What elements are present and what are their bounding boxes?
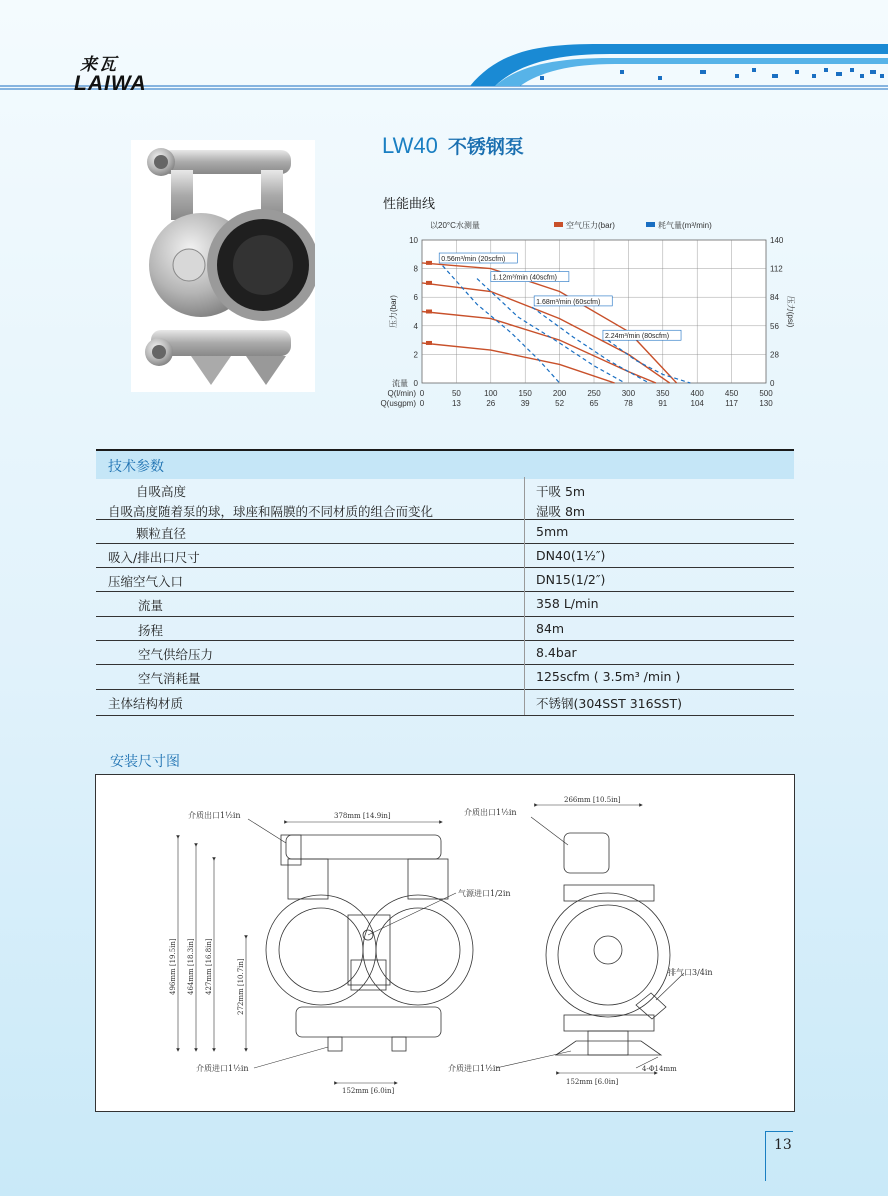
y-right-tick: 140 bbox=[770, 236, 784, 245]
spec-row bbox=[96, 519, 794, 544]
y-right-tick: 28 bbox=[770, 350, 779, 360]
spec-key bbox=[108, 694, 183, 712]
x-row-label: Q(usgpm) bbox=[380, 399, 416, 408]
spec-key bbox=[108, 548, 200, 566]
spec-value bbox=[536, 548, 605, 563]
front-h3: 427mm [16.8in] bbox=[205, 938, 213, 995]
pressure-marker bbox=[426, 310, 432, 314]
spec-row bbox=[96, 689, 794, 716]
front-h2: 464mm [18.3in] bbox=[187, 938, 195, 995]
x-tick: 78 bbox=[623, 399, 633, 408]
y-right-tick: 112 bbox=[770, 264, 783, 274]
side-outlet-label: 介质出口1½in bbox=[464, 808, 517, 817]
spec-key-text: 颗粒直径 bbox=[136, 526, 187, 541]
x-tick: 250 bbox=[587, 389, 601, 398]
x-tick: 26 bbox=[486, 399, 496, 408]
spec-row bbox=[96, 664, 794, 690]
spec-key bbox=[108, 482, 433, 520]
spec-value-text: 125scfm ( 3.5m³ /min ) bbox=[536, 669, 681, 684]
spec-key bbox=[108, 645, 213, 663]
y-left-tick: 10 bbox=[409, 236, 418, 245]
spec-key-text: 扬程 bbox=[138, 623, 164, 638]
front-width-bottom: 152mm [6.0in] bbox=[342, 1087, 395, 1095]
spec-row bbox=[96, 543, 794, 568]
y-right-tick: 0 bbox=[770, 379, 775, 388]
spec-key-text: 流量 bbox=[138, 598, 164, 613]
spec-row bbox=[96, 567, 794, 592]
legend-swatch bbox=[554, 222, 563, 227]
spec-key-text: 空气供给压力 bbox=[138, 647, 214, 662]
spec-value-text: DN40(1½″) bbox=[536, 548, 606, 563]
y-left-tick: 4 bbox=[413, 321, 418, 331]
dimension-drawing-box bbox=[95, 774, 795, 1112]
x-row-label: Q(l/min) bbox=[387, 389, 416, 398]
front-width-top: 378mm [14.9in] bbox=[334, 812, 391, 820]
y-left-label: 压力(bar) bbox=[389, 295, 398, 328]
side-exhaust-label: 排气口3/4in bbox=[668, 968, 713, 977]
spec-key bbox=[108, 572, 183, 590]
model-name: LW40 bbox=[382, 133, 438, 158]
x-tick: 300 bbox=[621, 389, 636, 398]
side-inlet-label: 介质进口1½in bbox=[448, 1064, 501, 1073]
x-tick: 0 bbox=[419, 389, 425, 398]
y-left-tick: 8 bbox=[413, 264, 418, 274]
x-tick: 100 bbox=[484, 389, 498, 398]
x-tick: 500 bbox=[759, 389, 773, 398]
spec-value-text: DN15(1/2″) bbox=[536, 572, 606, 587]
product-photo bbox=[131, 140, 315, 392]
x-tick: 0 bbox=[419, 399, 425, 408]
legend-label: 空气压力(bar) bbox=[566, 221, 615, 230]
spec-row bbox=[96, 591, 794, 617]
spec-row bbox=[96, 477, 794, 520]
spec-heading: 技术参数 bbox=[108, 459, 164, 475]
y-left-tick: 0 bbox=[413, 379, 418, 388]
annotation-label: 1.68m³/min (60scfm) bbox=[536, 298, 601, 306]
brand-logo-en: LAIWA bbox=[74, 72, 147, 95]
y-right-label: 压力(psi) bbox=[786, 295, 795, 328]
y-right-tick: 84 bbox=[770, 293, 779, 303]
spec-value bbox=[536, 621, 564, 636]
performance-title: 性能曲线 bbox=[383, 197, 436, 212]
spec-key bbox=[108, 669, 201, 687]
pressure-marker bbox=[426, 261, 432, 265]
front-h1: 496mm [19.5in] bbox=[169, 938, 177, 995]
spec-key-text: 自吸高度 bbox=[136, 484, 187, 499]
spec-key bbox=[108, 524, 186, 542]
side-width-bottom: 152mm [6.0in] bbox=[566, 1078, 619, 1086]
spec-value bbox=[536, 645, 577, 660]
spec-value-text: 5mm bbox=[536, 524, 569, 539]
front-inlet-label: 介质进口1½in bbox=[196, 1064, 249, 1073]
spec-key bbox=[108, 596, 163, 614]
spec-value bbox=[536, 596, 599, 611]
dimension-heading: 安装尺寸图 bbox=[110, 754, 180, 770]
spec-key-text: 压缩空气入口 bbox=[108, 574, 184, 589]
x-tick: 150 bbox=[518, 389, 532, 398]
spec-value bbox=[536, 524, 568, 539]
spec-value bbox=[536, 669, 680, 684]
side-holes-label: 4-Φ14mm bbox=[642, 1065, 677, 1073]
x-tick: 400 bbox=[690, 389, 704, 398]
annotation-label: 0.56m³/min (20scfm) bbox=[441, 256, 506, 264]
y-left-tick: 2 bbox=[413, 350, 418, 360]
front-view-drawing bbox=[266, 835, 473, 1051]
x-tick: 65 bbox=[589, 399, 599, 408]
x-tick: 39 bbox=[520, 399, 530, 408]
side-view-drawing bbox=[546, 833, 670, 1055]
x-tick: 450 bbox=[724, 389, 739, 398]
chart-note: 以20°C水测量 bbox=[430, 221, 480, 230]
legend-label: 耗气量(m³/min) bbox=[658, 221, 712, 230]
spec-row bbox=[96, 616, 794, 641]
spec-key-text: 吸入/排出口尺寸 bbox=[108, 550, 200, 565]
x-tick: 50 bbox=[451, 389, 461, 398]
x-tick: 130 bbox=[759, 399, 773, 408]
spec-row bbox=[96, 640, 794, 665]
flow-label: 流量 bbox=[392, 379, 408, 388]
side-width-top: 266mm [10.5in] bbox=[564, 796, 621, 804]
spec-value bbox=[536, 572, 605, 587]
brand-logo-cn: 来瓦 bbox=[80, 55, 118, 75]
spec-value-text: 358 L/min bbox=[536, 596, 599, 611]
legend-swatch bbox=[646, 222, 655, 227]
page-title bbox=[382, 132, 524, 159]
spec-value-text: 干吸 5m bbox=[536, 484, 586, 499]
front-outlet-label: 介质出口1½in bbox=[188, 811, 241, 820]
y-right-tick: 56 bbox=[770, 321, 779, 331]
x-tick: 52 bbox=[555, 399, 565, 408]
performance-chart bbox=[376, 215, 796, 425]
spec-table-header bbox=[96, 449, 794, 479]
spec-key bbox=[108, 621, 163, 639]
spec-key-note: 自吸高度随着泵的球，球座和隔膜的不同材质的组合而变化 bbox=[108, 504, 434, 519]
spec-value-text: 8.4bar bbox=[536, 645, 577, 660]
annotation-label: 2.24m³/min (80scfm) bbox=[604, 333, 670, 341]
x-tick: 91 bbox=[658, 399, 668, 408]
pressure-marker bbox=[426, 341, 432, 345]
annotation-label: 1.12m³/min (40scfm) bbox=[492, 274, 557, 282]
page-number: 13 bbox=[765, 1131, 793, 1181]
x-tick: 104 bbox=[690, 399, 704, 408]
x-tick: 117 bbox=[725, 399, 738, 408]
y-left-tick: 6 bbox=[413, 293, 418, 303]
front-h4: 272mm [10.7in] bbox=[237, 958, 245, 1015]
x-tick: 13 bbox=[451, 399, 461, 408]
product-name: 不锈钢泵 bbox=[447, 136, 524, 158]
spec-value bbox=[536, 694, 682, 712]
x-tick: 350 bbox=[656, 389, 670, 398]
x-tick: 200 bbox=[552, 389, 567, 398]
spec-value-text-2: 湿吸 8m bbox=[536, 504, 586, 519]
spec-value-text: 84m bbox=[536, 621, 565, 636]
spec-key-text: 主体结构材质 bbox=[108, 696, 184, 711]
spec-value-text: 不锈钢(304SST 316SST) bbox=[536, 696, 682, 711]
spec-value bbox=[536, 482, 585, 520]
pressure-marker bbox=[426, 281, 432, 285]
front-air-inlet-label: 气源进口1/2in bbox=[458, 889, 511, 898]
spec-key-text: 空气消耗量 bbox=[138, 671, 201, 686]
